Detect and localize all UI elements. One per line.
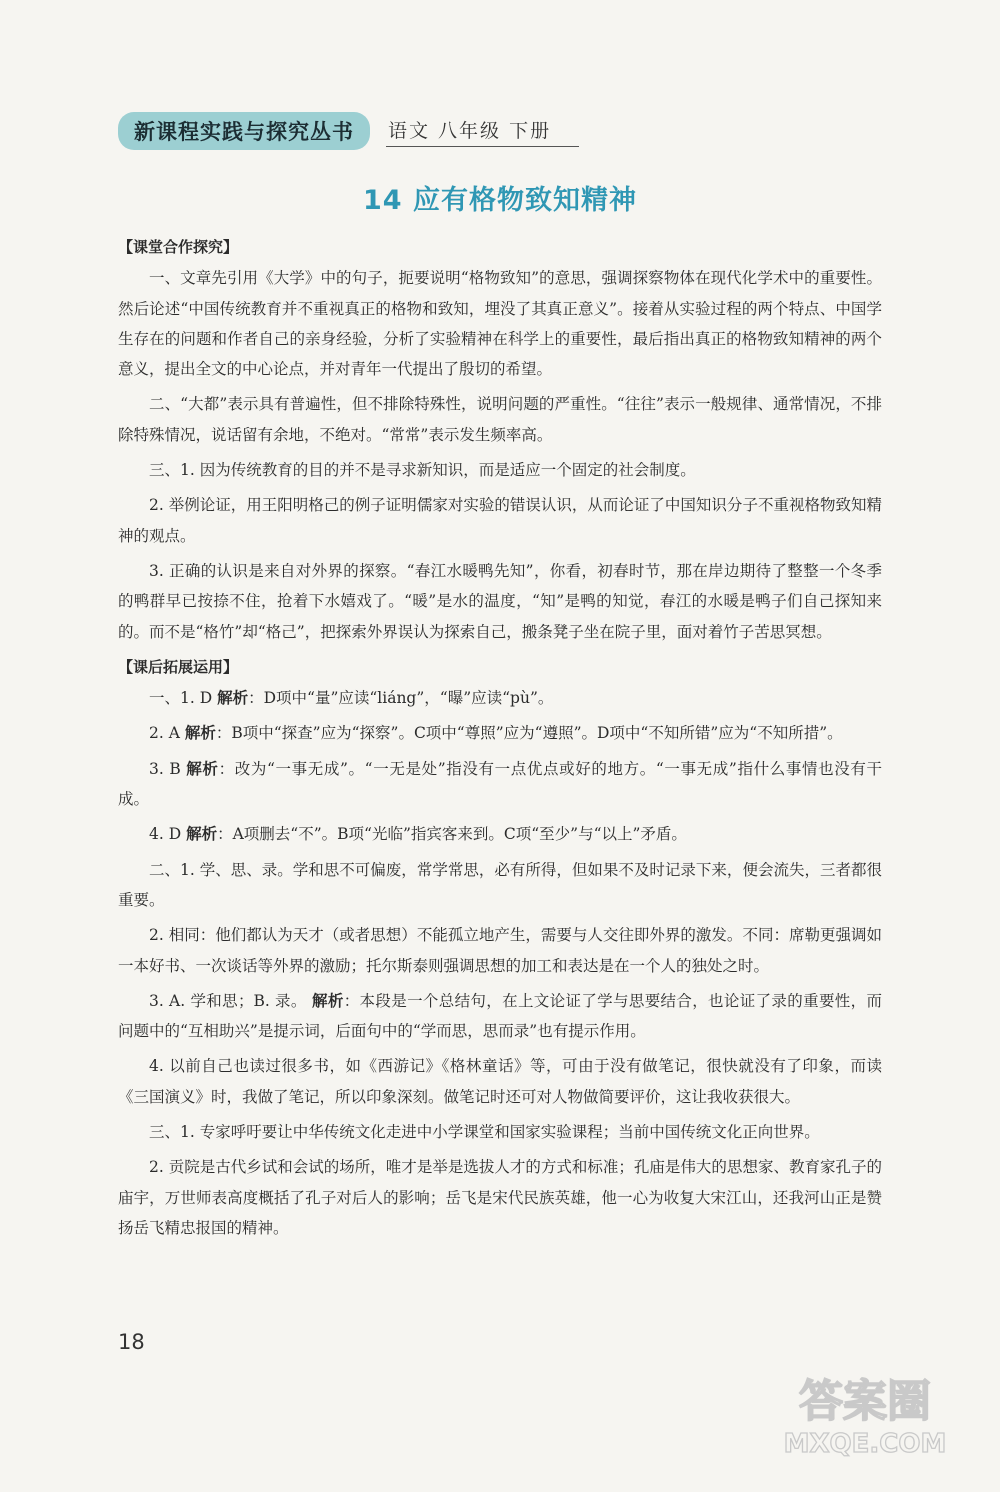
paragraph: 二、1. 学、思、录。学和思不可偏废，常学常思，必有所得，但如果不及时记录下来，便会流失，三者都很重要。 bbox=[118, 860, 882, 909]
analysis-label: 解析 bbox=[186, 825, 218, 844]
watermark-text: 答案圈 bbox=[799, 1376, 931, 1427]
item-text: ：B项中“探查”应为“探察”。C项中“尊照”应为“遵照”。D项中“不知所错”应为“不知所措”。 bbox=[215, 724, 843, 743]
paragraph: 三、1. 专家呼吁要让中华传统文化走进中小学课堂和国家实验课程；当前中国传统文化正向世界。 bbox=[149, 1123, 820, 1142]
paragraph: 一、文章先引用《大学》中的句子，扼要说明“格物致知”的意思，强调探察物体在现代化学术中的重要性。然后论述“中国传统教育并不重视真正的格物和致知，埋没了其真正意义”。接着从实验过程的两个特点、中国学生存在的问题和作者自己的亲身经验，分析了实验精神在科学上的重要性，最后指出真正的格物致知精神的两个意义，提出全文的中心论点，并对青年一代提出了殷切的希望。 bbox=[118, 269, 882, 379]
page-header bbox=[118, 112, 579, 150]
watermark-logo bbox=[770, 1368, 960, 1460]
analysis-label: 解析 bbox=[184, 724, 216, 743]
item-number: 一、1. D bbox=[149, 689, 218, 708]
item-text: ：A项删去“不”。B项“光临”指宾客来到。C项“至少”与“以上”矛盾。 bbox=[217, 825, 687, 844]
item-number: 2. A bbox=[149, 724, 185, 743]
watermark-url: MXQE.COM bbox=[783, 1429, 947, 1459]
paragraph: 2. 相同：他们都认为天才（或者思想）不能孤立地产生，需要与人交往即外界的激发。不同：席勒更强调如一本好书、一次谈话等外界的激励；托尔斯泰则强调思想的加工和表达是在一个人的独处之时。 bbox=[118, 926, 882, 975]
item-number: 3. B bbox=[149, 759, 187, 778]
paragraph: 2. 贡院是古代乡试和会试的场所，唯才是举是选拔人才的方式和标准；孔庙是伟大的思想家、教育家孔子的庙宇，万世师表高度概括了孔子对后人的影响；岳飞是宋代民族英雄，他一心为收复大宋江山，还我河山正是赞扬岳飞精忠报国的精神。 bbox=[118, 1158, 882, 1237]
section-heading-extension: 【课后拓展运用】 bbox=[118, 657, 239, 676]
subject-label: 语文 八年级 下册 bbox=[386, 116, 579, 147]
item-text: ：本段是一个总结句，在上文论证了学与思要结合，也论证了录的重要性，而问题中的“互相助兴”是提示词，后面句中的“学而思，思而录”也有提示作用。 bbox=[118, 991, 882, 1041]
answer-item bbox=[118, 986, 882, 1047]
item-text: ：D项中“量”应读“liáng”，“曝”应读“pù”。 bbox=[248, 689, 554, 708]
watermark-icon bbox=[770, 1368, 960, 1460]
item-number: 4. D bbox=[149, 825, 187, 844]
answer-item bbox=[118, 718, 882, 748]
answer-item bbox=[118, 683, 882, 713]
section-heading-classroom: 【课堂合作探究】 bbox=[118, 238, 239, 256]
paragraph: 4. 以前自己也读过很多书，如《西游记》《格林童话》等，可由于没有做笔记，很快就没有了印象，而读《三国演义》时，我做了笔记，所以印象深刻。做笔记时还可对人物做简要评价，这让我收获很大。 bbox=[118, 1057, 882, 1106]
answer-item bbox=[118, 819, 882, 849]
answer-item bbox=[118, 754, 882, 815]
paragraph: 二、“大都”表示具有普遍性，但不排除特殊性，说明问题的严重性。“往往”表示一般规律、通常情况，不排除特殊情况，说话留有余地，不绝对。“常常”表示发生频率高。 bbox=[118, 395, 882, 444]
paragraph: 2. 举例论证，用王阳明格己的例子证明儒家对实验的错误认识，从而论证了中国知识分子不重视格物致知精神的观点。 bbox=[118, 496, 882, 545]
item-text: ：改为“一事无成”。“一无是处”指没有一点优点或好的地方。“一事无成”指什么事情也没有干成。 bbox=[118, 759, 882, 809]
series-badge: 新课程实践与探究丛书 bbox=[118, 112, 370, 150]
analysis-label: 解析 bbox=[312, 991, 344, 1010]
answer-content bbox=[118, 230, 882, 1243]
analysis-label: 解析 bbox=[186, 759, 219, 778]
analysis-label: 解析 bbox=[217, 689, 249, 708]
page-number: 18 bbox=[118, 1330, 145, 1354]
paragraph: 三、1. 因为传统教育的目的并不是寻求新知识，而是适应一个固定的社会制度。 bbox=[149, 461, 696, 480]
paragraph: 3. 正确的认识是来自对外界的探察。“春江水暖鸭先知”，你看，初春时节，那在岸边期待了整整一个冬季的鸭群早已按捺不住，抢着下水嬉戏了。“暖”是水的温度，“知”是鸭的知觉，春江的水暖是鸭子们自己探知来的。而不是“格竹”却“格己”，把探索外界误认为探索自己，搬条凳子坐在院子里，面对着竹子苦思冥想。 bbox=[118, 561, 882, 641]
lesson-title: 14 应有格物致知精神 bbox=[363, 185, 637, 216]
item-number: 3. A. 学和思；B. 录。 bbox=[149, 991, 313, 1010]
